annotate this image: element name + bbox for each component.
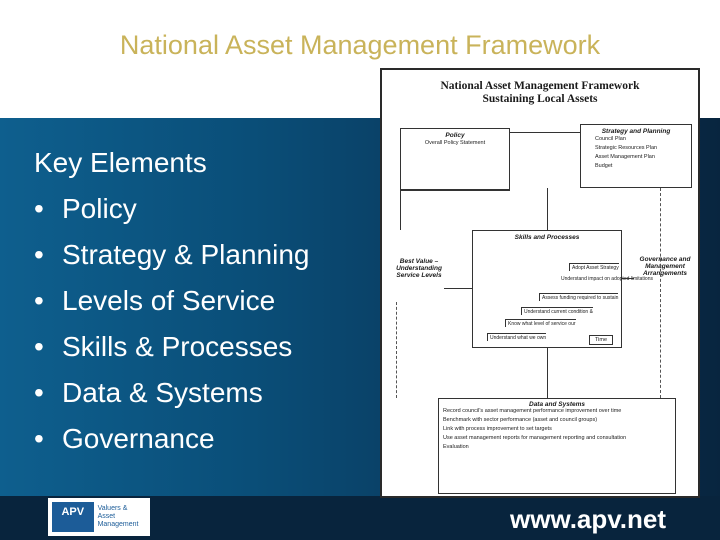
governance-label: Governance and Management Arrangements — [639, 256, 691, 277]
strategy-item: Budget — [595, 163, 613, 169]
skills-box — [472, 230, 653, 348]
policy-title: Policy — [445, 132, 465, 139]
bullet-icon: • — [34, 423, 44, 454]
list-item: • Skills & Processes — [34, 324, 364, 370]
data-item: Evaluation — [443, 444, 469, 450]
connector-line — [547, 348, 548, 398]
list-item: • Data & Systems — [34, 370, 364, 416]
list-item: • Policy — [34, 186, 364, 232]
slide-title: National Asset Management Framework — [119, 30, 601, 60]
bullet-icon: • — [34, 239, 44, 270]
skills-step: Understand what we own — [487, 333, 546, 341]
connector-line — [547, 188, 548, 230]
bullet-icon: • — [34, 285, 44, 316]
skills-step: Adopt Asset Strategy — [569, 263, 619, 271]
skills-step: Understand impact on adopted limitations — [561, 276, 653, 282]
skills-step: Understand current condition & — [521, 307, 593, 315]
data-item: Record council's asset management performance improvement over time — [443, 408, 622, 414]
data-item: Link with process improvement to set targets — [443, 426, 552, 432]
connector-line — [510, 132, 580, 133]
data-item: Use asset management reports for management reporting and consultation — [443, 435, 627, 441]
key-elements-list — [34, 140, 364, 462]
list-item: • Levels of Service — [34, 278, 364, 324]
data-box — [438, 398, 676, 494]
connector-line — [400, 190, 510, 191]
data-item: Benchmark with sector performance (asset and council groups) — [443, 417, 598, 423]
key-elements-heading: Key Elements — [34, 147, 207, 178]
data-title: Data and Systems — [529, 401, 585, 408]
bullet-icon: • — [34, 193, 44, 224]
best-value-label: Best Value – Understanding Service Levels — [396, 258, 442, 279]
connector-line — [400, 190, 401, 230]
bullet-icon: • — [34, 331, 44, 362]
skills-step: Know what level of service our — [505, 319, 576, 327]
dashed-connector — [396, 302, 397, 398]
apv-logo-mark: APV — [52, 502, 94, 532]
strategy-item: Asset Management Plan — [595, 154, 655, 160]
strategy-title: Strategy and Planning — [601, 128, 671, 135]
list-item: • Strategy & Planning — [34, 232, 364, 278]
bullet-icon: • — [34, 377, 44, 408]
apv-logo-text: Valuers & Asset Management — [97, 505, 139, 528]
strategy-item: Council Plan — [595, 136, 626, 142]
strategy-item: Strategic Resources Plan — [595, 145, 658, 151]
policy-item: Overall Policy Statement — [424, 140, 486, 146]
policy-box — [400, 128, 510, 190]
connector-line — [622, 278, 634, 279]
framework-doc-title: National Asset Management Framework Sustaining Local Assets — [440, 80, 640, 105]
time-label: Time — [589, 335, 613, 345]
apv-logo — [48, 498, 150, 536]
connector-line — [444, 288, 472, 289]
list-item: • Governance — [34, 416, 364, 462]
framework-document — [380, 68, 700, 498]
website-url: www.apv.net — [510, 504, 667, 534]
strategy-box — [580, 124, 692, 188]
dashed-connector — [660, 188, 661, 398]
skills-step: Assess funding required to sustain — [539, 293, 618, 301]
skills-title: Skills and Processes — [514, 234, 580, 241]
